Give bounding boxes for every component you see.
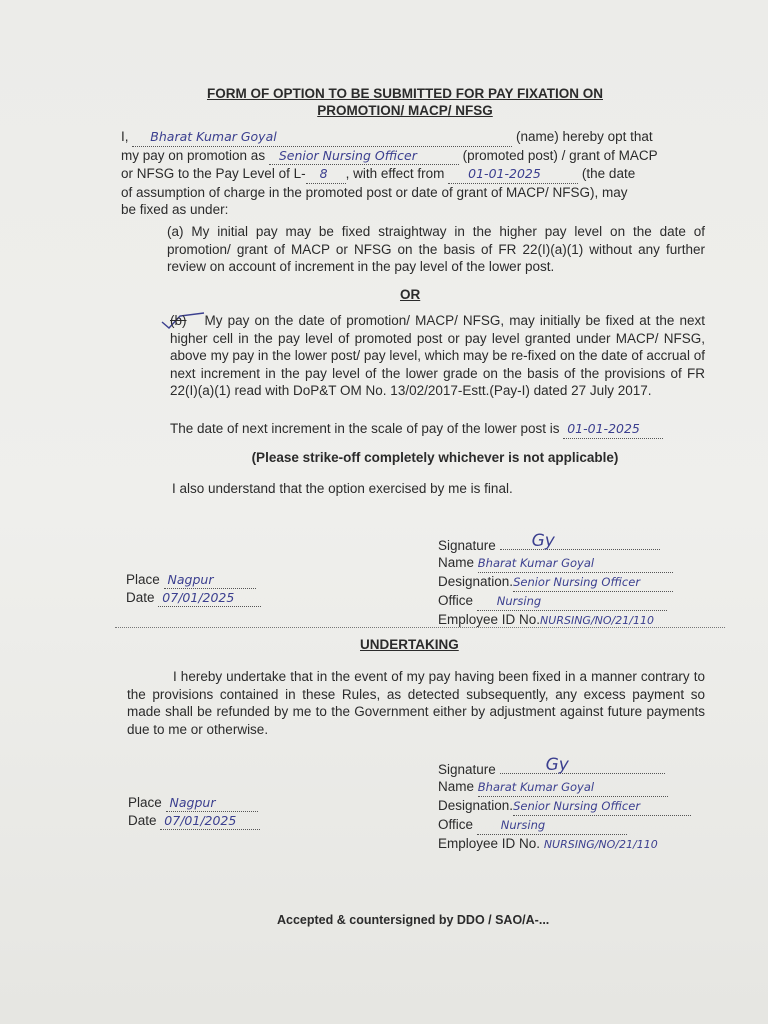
intro-line3-c: (the date	[581, 166, 636, 182]
name-value-2: Bharat Kumar Goyal	[477, 780, 595, 794]
signature-label-1: Signature	[438, 538, 496, 553]
employee-id-value-2: NURSING/NO/21/110	[543, 838, 658, 851]
intro-paragraph	[121, 128, 705, 219]
designation-value-1: Senior Nursing Officer	[513, 575, 641, 589]
strike-note: (Please strike-off completely whichever is not applicable)	[251, 450, 619, 465]
office-label-1: Office	[438, 593, 474, 608]
intro-line2-b: (promoted post) / grant of MACP	[462, 147, 658, 163]
office-value-2: Nursing	[500, 818, 546, 832]
intro-i: I,	[121, 129, 129, 144]
option-a: (a) My initial pay may be fixed straightway in the higher pay level on the date of promotion/ grant of MACP or NFSG on the basis of FR 22(I)(a)(1) without any further review on account of increment in the pay level of the lower post.	[167, 224, 705, 275]
place-value-1: Nagpur	[167, 572, 214, 587]
name-value-1: Bharat Kumar Goyal	[477, 556, 595, 570]
place-value-2: Nagpur	[169, 795, 216, 810]
option-b-label: (b)	[170, 313, 187, 328]
employee-id-label-1: Employee ID No.	[438, 612, 541, 627]
filled-name: Bharat Kumar Goyal	[150, 129, 277, 144]
next-increment-line	[170, 420, 663, 439]
employee-id-label-2: Employee ID No.	[438, 836, 541, 851]
office-value-1: Nursing	[496, 594, 542, 608]
employee-id-value-1: NURSING/NO/21/110	[540, 614, 654, 627]
or-separator: OR	[400, 287, 421, 302]
signature-2: Gy	[545, 755, 569, 775]
intro-line3-b: , with effect from	[345, 166, 445, 182]
undertaking-text: I hereby undertake that in the event of my pay having been fixed in a manner contrary to the provisions contained in these Rules, as detected subsequently, any excess payment so made shall be refunded by me to the Government either by adjustment against future payments due to me or otherwise.	[127, 669, 705, 737]
date-value-1: 07/01/2025	[162, 590, 235, 605]
designation-label-2: Designation.	[438, 798, 514, 813]
name-label-1: Name	[438, 555, 475, 570]
signature-label-2: Signature	[438, 762, 496, 777]
designation-value-2: Senior Nursing Officer	[513, 799, 641, 813]
date-label-2: Date	[128, 813, 157, 828]
filled-next-increment-date: 01-01-2025	[567, 421, 640, 436]
place-date-block-1	[126, 571, 261, 607]
date-value-2: 07/01/2025	[164, 813, 237, 828]
signature-block-2	[438, 755, 691, 853]
filled-level: 8	[319, 166, 328, 182]
signature-block-1	[438, 531, 673, 629]
place-date-block-2	[128, 794, 260, 830]
name-label-2: Name	[438, 779, 475, 794]
signature-1: Gy	[531, 531, 555, 551]
form-title-line2: PROMOTION/ MACP/ NFSG	[317, 103, 493, 118]
next-increment-label: The date of next increment in the scale of pay of the lower post is	[170, 421, 560, 436]
form-title-line1: FORM OF OPTION TO BE SUBMITTED FOR PAY FIXATION ON	[206, 86, 603, 101]
intro-line4: of assumption of charge in the promoted post or date of grant of MACP/ NFSG), may	[121, 184, 628, 200]
final-note: I also understand that the option exercised by me is final.	[172, 481, 513, 496]
section-divider	[115, 627, 725, 628]
intro-line2-a: my pay on promotion as	[121, 147, 266, 163]
undertaking-heading: UNDERTAKING	[360, 637, 459, 652]
option-b-text: My pay on the date of promotion/ MACP/ NFSG, may initially be fixed at the next higher cell in the pay level of promoted post or pay level granted under MACP/ NFSG, above my pay in the lower post/ pay level, which may be re-fixed on the date of accrual of next increment in the pay level of the lower grade on the basis of the provisions of FR 22(I)(a)(1) read with DoP&T OM No. 13/02/2017-Estt.(Pay-I) dated 27 July 2017.	[170, 313, 705, 399]
intro-line3-a: or NFSG to the Pay Level of L-	[121, 166, 306, 182]
place-label-1: Place	[126, 572, 160, 587]
place-label-2: Place	[128, 795, 162, 810]
filled-effect-date: 01-01-2025	[468, 166, 541, 182]
filled-post: Senior Nursing Officer	[278, 147, 417, 163]
office-label-2: Office	[438, 817, 474, 832]
accepted-countersigned: Accepted & countersigned by DDO / SAO/A-...	[277, 913, 550, 927]
intro-name-suffix: (name) hereby opt that	[516, 129, 653, 144]
designation-label-1: Designation.	[438, 574, 514, 589]
intro-line5: be fixed as under:	[121, 202, 229, 218]
option-b	[170, 312, 705, 400]
date-label-1: Date	[126, 590, 155, 605]
